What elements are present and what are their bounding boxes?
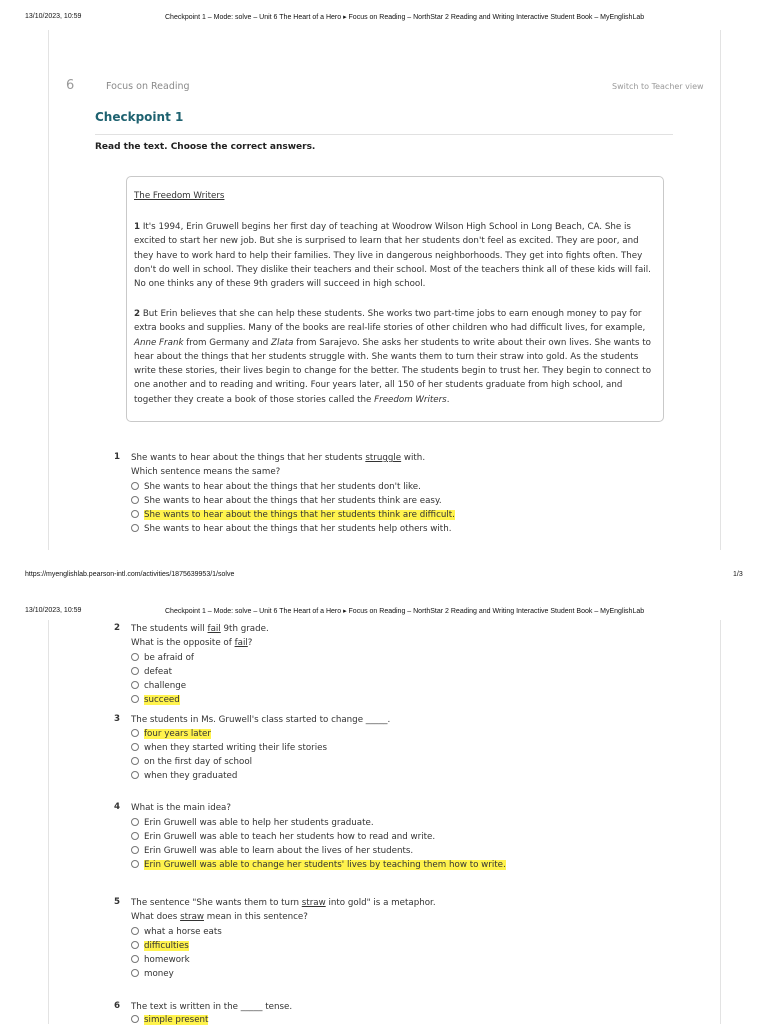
question-2-stem: [131, 622, 269, 636]
italic-book-title: Freedom Writers: [374, 394, 447, 405]
option-label: when they graduated: [144, 771, 238, 781]
radio-button[interactable]: [131, 927, 139, 935]
prompt-underlined-word: fail: [234, 638, 248, 648]
q4-option-1[interactable]: [131, 816, 374, 830]
stem-text: The students will: [131, 624, 208, 634]
q3-option-2[interactable]: [131, 741, 327, 755]
option-label: on the first day of school: [144, 757, 253, 767]
paragraph-text: from Sarajevo. She asks her students to write about their own lives. She wants to hear about the things that her students struggle with. She wants them to turn their straw into gold. As the students write these stories, their lives begin to change for the better. The students begin to trust her. They begin to connect to one another and to reading and writing. Four years later, all 150 of her students graduate from high school, and together they create a book of those stories called the: [134, 337, 652, 405]
q1-option-2[interactable]: [131, 494, 442, 508]
option-label: She wants to hear about the things that her students help others with.: [144, 524, 452, 534]
section-number: 6: [66, 78, 75, 93]
q1-option-1[interactable]: [131, 480, 421, 494]
radio-button[interactable]: [131, 955, 139, 963]
radio-button[interactable]: [131, 653, 139, 661]
radio-button[interactable]: [131, 771, 139, 779]
option-label-highlighted: succeed: [144, 695, 180, 705]
radio-button[interactable]: [131, 1015, 139, 1023]
option-label: what a horse eats: [144, 927, 222, 937]
stem-text: She wants to hear about the things that her students: [131, 453, 366, 463]
q2-option-3[interactable]: [131, 679, 186, 693]
option-label-highlighted: She wants to hear about the things that her students think are difficult.: [144, 510, 455, 520]
reading-title: The Freedom Writers: [134, 191, 225, 201]
radio-button[interactable]: [131, 743, 139, 751]
option-label: be afraid of: [144, 653, 194, 663]
paragraph-text: But Erin believes that she can help these students. She works two part-time jobs to earn enough money to pay for extra books and supplies. Many of the books are real-life stories of other children who had difficult lives, for example,: [134, 309, 646, 334]
question-1-number: 1: [114, 452, 121, 462]
radio-button[interactable]: [131, 524, 139, 532]
q4-option-3[interactable]: [131, 844, 413, 858]
switch-teacher-view-link[interactable]: Switch to Teacher view: [612, 82, 704, 91]
q1-option-3[interactable]: [131, 508, 455, 522]
section-name: Focus on Reading: [106, 81, 190, 92]
q3-option-3[interactable]: [131, 755, 252, 769]
page-frame-left: [48, 30, 49, 550]
stem-text: into gold" is a metaphor.: [325, 898, 436, 908]
question-6-number: 6: [114, 1001, 121, 1011]
print-page-title: Checkpoint 1 – Mode: solve – Unit 6 The Heart of a Hero ▸ Focus on Reading – NorthStar 2 Reading and Writing Interactive Student Book – MyEnglishLab: [165, 14, 645, 21]
stem-underlined-word: fail: [207, 624, 221, 634]
print-footer-url: https://myenglishlab.pearson-intl.com/activities/1875639953/1/solve: [25, 571, 235, 578]
option-label: Erin Gruwell was able to help her students graduate.: [144, 818, 374, 828]
print-datetime: 13/10/2023, 10:59: [25, 607, 82, 614]
stem-text: The sentence "She wants them to turn: [131, 898, 302, 908]
q3-option-1[interactable]: [131, 727, 211, 741]
q5-option-4[interactable]: [131, 967, 174, 981]
instruction: Read the text. Choose the correct answers.: [95, 142, 316, 152]
paragraph-end: .: [446, 394, 450, 405]
prompt-text: mean in this sentence?: [204, 912, 308, 922]
paragraph-text: It's 1994, Erin Gruwell begins her first day of teaching at Woodrow Wilson High School in Long Beach, CA. She is excited to start her new job. But she is surprised to learn that her students don't feel as excited. They are poor, and they have to work hard to help their families. They live in dangerous neighborhoods. They get into fights often. They don't do well in school. They dislike their teachers and their school. Most of the teachers think all of these kids will fail. No one thinks any of these 9th graders will succeed in high school.: [134, 222, 651, 290]
radio-button[interactable]: [131, 969, 139, 977]
option-label: Erin Gruwell was able to teach her students how to read and write.: [144, 832, 436, 842]
question-1-prompt: Which sentence means the same?: [131, 467, 281, 477]
paragraph-number: 2: [134, 309, 141, 319]
radio-button[interactable]: [131, 496, 139, 504]
print-datetime: 13/10/2023, 10:59: [25, 13, 82, 20]
question-1-stem: [131, 451, 425, 465]
option-label: when they started writing their life stories: [144, 743, 328, 753]
option-label: She wants to hear about the things that her students think are easy.: [144, 496, 442, 506]
q4-option-4[interactable]: [131, 858, 506, 872]
q1-option-4[interactable]: [131, 522, 451, 536]
radio-button[interactable]: [131, 832, 139, 840]
page-frame-left: [48, 620, 49, 1024]
radio-button[interactable]: [131, 681, 139, 689]
radio-button[interactable]: [131, 757, 139, 765]
q5-option-2[interactable]: [131, 939, 189, 953]
q5-option-3[interactable]: [131, 953, 190, 967]
option-label: Erin Gruwell was able to learn about the lives of her students.: [144, 846, 414, 856]
option-label: She wants to hear about the things that her students don't like.: [144, 482, 421, 492]
question-5-stem: [131, 896, 436, 910]
paragraph-number: 1: [134, 222, 141, 232]
page-frame-right: [720, 30, 721, 550]
question-2-number: 2: [114, 623, 121, 633]
reading-paragraph-2: [134, 307, 654, 407]
prompt-text: What is the opposite of: [131, 638, 235, 648]
prompt-text: What does: [131, 912, 181, 922]
q5-option-1[interactable]: [131, 925, 222, 939]
option-label-highlighted: simple present: [144, 1015, 209, 1025]
question-3-stem: The students in Ms. Gruwell's class started to change _____.: [131, 715, 391, 725]
radio-button[interactable]: [131, 482, 139, 490]
radio-button[interactable]: [131, 729, 139, 737]
stem-underlined-word: struggle: [365, 453, 402, 463]
option-label-highlighted: Erin Gruwell was able to change her students' lives by teaching them how to write.: [144, 860, 506, 870]
stem-text: with.: [401, 453, 426, 463]
question-5-number: 5: [114, 897, 121, 907]
prompt-text: ?: [247, 638, 253, 648]
reading-paragraph-1: [134, 220, 654, 291]
italic-name: Anne Frank: [134, 337, 184, 348]
radio-button[interactable]: [131, 860, 139, 868]
stem-underlined-word: straw: [301, 898, 326, 908]
radio-button[interactable]: [131, 695, 139, 703]
question-6-stem: The text is written in the _____ tense.: [131, 1002, 293, 1012]
option-label-highlighted: four years later: [144, 729, 211, 739]
prompt-underlined-word: straw: [180, 912, 204, 922]
radio-button[interactable]: [131, 510, 139, 518]
option-label: defeat: [144, 667, 172, 677]
paragraph-text: from Germany and: [183, 337, 272, 348]
option-label: homework: [144, 955, 190, 965]
radio-button[interactable]: [131, 941, 139, 949]
radio-button[interactable]: [131, 846, 139, 854]
page-frame-right: [720, 620, 721, 1024]
radio-button[interactable]: [131, 818, 139, 826]
question-5-prompt: [131, 910, 308, 924]
q2-option-4[interactable]: [131, 693, 180, 707]
stem-text: 9th grade.: [220, 624, 269, 634]
print-footer-page: 1/3: [733, 571, 743, 578]
q2-option-2[interactable]: [131, 665, 172, 679]
question-4-stem: What is the main idea?: [131, 803, 231, 813]
option-label-highlighted: difficulties: [144, 941, 189, 951]
q4-option-2[interactable]: [131, 830, 435, 844]
question-4-number: 4: [114, 802, 121, 812]
option-label: money: [144, 969, 174, 979]
print-page-title: Checkpoint 1 – Mode: solve – Unit 6 The Heart of a Hero ▸ Focus on Reading – NorthStar 2 Reading and Writing Interactive Student Book – MyEnglishLab: [165, 608, 645, 615]
title-divider: [95, 134, 673, 135]
q6-option-1[interactable]: [131, 1013, 208, 1027]
checkpoint-title: Checkpoint 1: [95, 110, 184, 124]
option-label: challenge: [144, 681, 187, 691]
question-2-prompt: [131, 636, 252, 650]
question-3-number: 3: [114, 714, 121, 724]
italic-name: Zlata: [271, 337, 294, 348]
q2-option-1[interactable]: [131, 651, 194, 665]
radio-button[interactable]: [131, 667, 139, 675]
q3-option-4[interactable]: [131, 769, 237, 783]
